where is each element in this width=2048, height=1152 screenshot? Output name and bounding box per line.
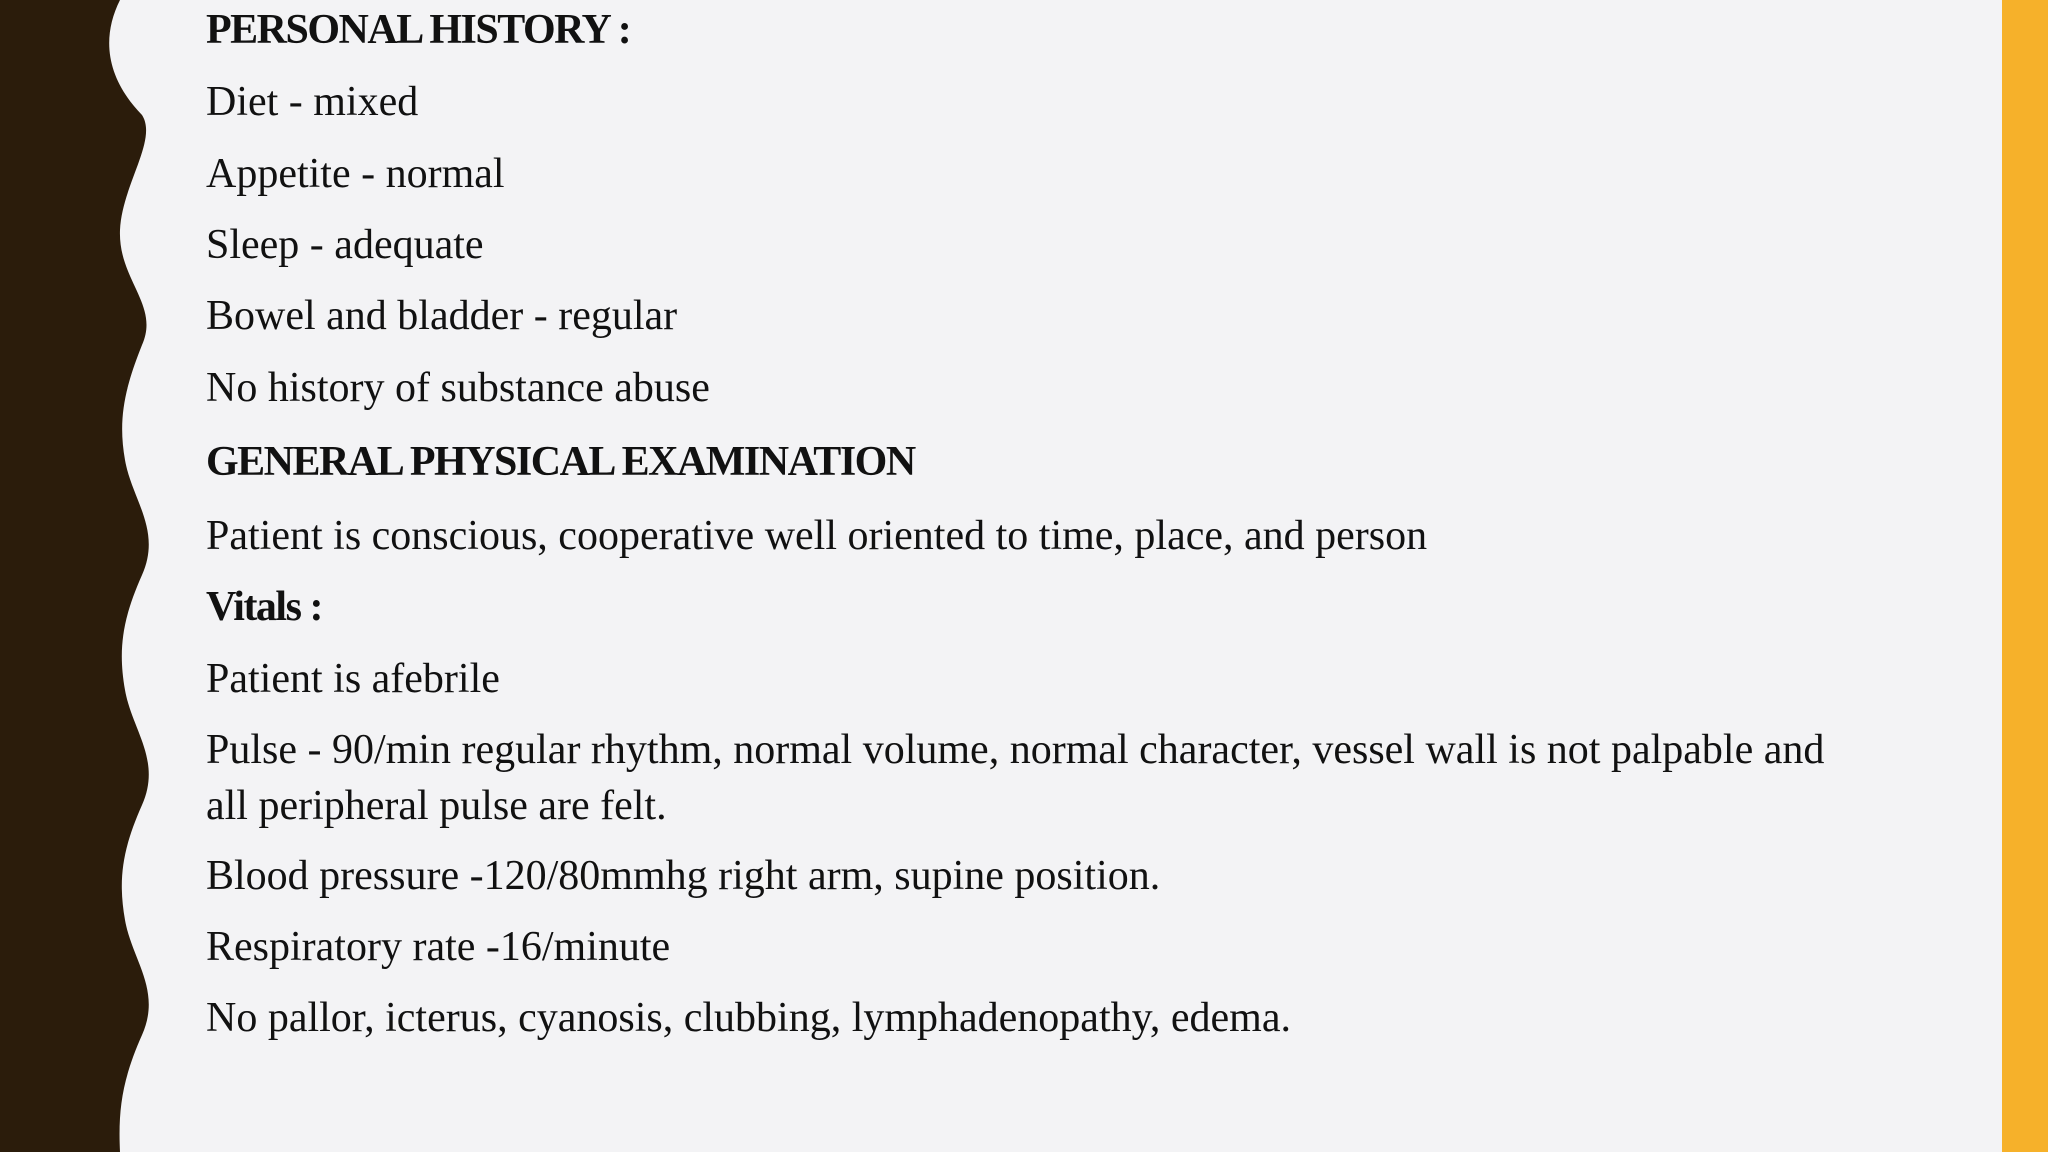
personal-history-bowel-bladder: Bowel and bladder - regular bbox=[206, 293, 678, 339]
accent-bar bbox=[2002, 0, 2048, 1152]
personal-history-appetite: Appetite - normal bbox=[206, 151, 505, 197]
heading-general-physical-examination: GENERAL PHYSICAL EXAMINATION bbox=[206, 439, 915, 485]
gpe-consciousness: Patient is conscious, cooperative well oriented to time, place, and person bbox=[206, 513, 1428, 559]
vitals-pulse: Pulse - 90/min regular rhythm, normal volume, normal character, vessel wall is not palpable and all peripheral pulse are felt. bbox=[206, 727, 1825, 829]
heading-personal-history: PERSONAL HISTORY : bbox=[206, 7, 631, 53]
wavy-left-band bbox=[0, 0, 160, 1152]
vitals-respiratory-rate: Respiratory rate -16/minute bbox=[206, 924, 671, 970]
vitals-temperature: Patient is afebrile bbox=[206, 656, 500, 702]
vitals-blood-pressure: Blood pressure -120/80mmhg right arm, supine position. bbox=[206, 853, 1161, 899]
heading-vitals: Vitals : bbox=[206, 584, 322, 630]
personal-history-diet: Diet - mixed bbox=[206, 79, 419, 125]
personal-history-substance-abuse: No history of substance abuse bbox=[206, 365, 710, 411]
personal-history-sleep: Sleep - adequate bbox=[206, 222, 484, 268]
gpe-findings: No pallor, icterus, cyanosis, clubbing, lymphadenopathy, edema. bbox=[206, 995, 1291, 1041]
